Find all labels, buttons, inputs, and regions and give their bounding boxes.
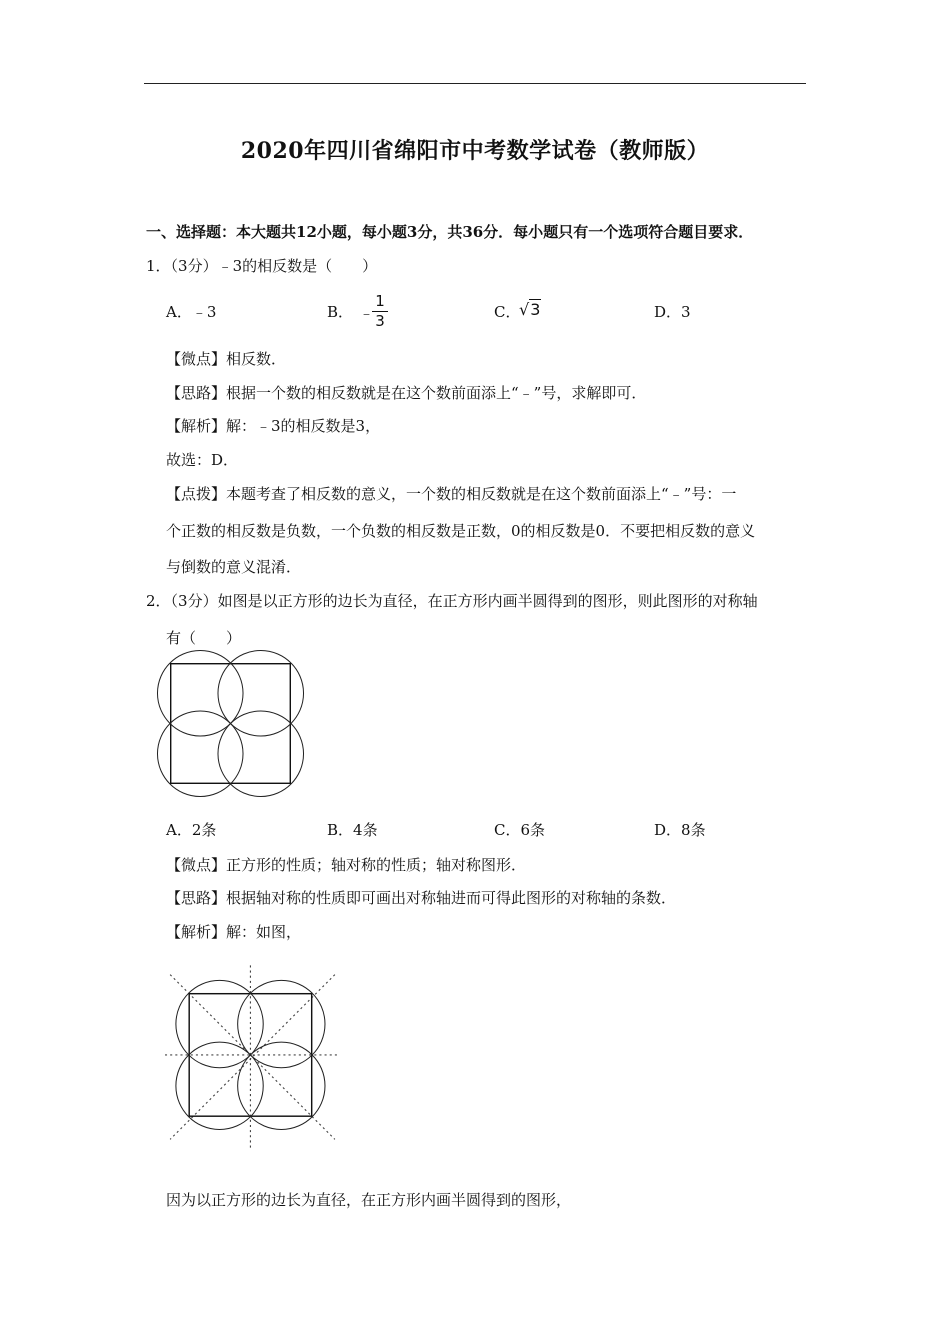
q2-option-d: D．8条: [654, 821, 706, 839]
q2-weidian: 【微点】正方形的性质；轴对称的性质；轴对称图形．: [166, 856, 527, 874]
q1-silu: 【思路】根据一个数的相反数就是在这个数前面添上“﹣”号，求解即可．: [166, 384, 647, 402]
q1-dianbo-line3: 与倒数的意义混淆．: [166, 558, 302, 576]
fraction-numerator: 1: [372, 293, 388, 312]
sqrt-radicand: 3: [530, 300, 541, 319]
q2-stem-line2: 有（ ）: [166, 629, 242, 647]
q1-answer: 故选：D．: [166, 451, 239, 469]
q1-option-c-sqrt: [519, 300, 541, 319]
q2-jiexi: 【解析】解：如图，: [166, 923, 302, 941]
q1-option-a: A．﹣3: [166, 303, 217, 321]
q2-option-b: B．4条: [327, 821, 378, 839]
q1-jiexi: 【解析】解：﹣3的相反数是3，: [166, 417, 381, 435]
q2-silu: 【思路】根据轴对称的性质即可画出对称轴进而可得此图形的对称轴的条数．: [166, 889, 677, 907]
q2-explanation: 因为以正方形的边长为直径，在正方形内画半圆得到的图形，: [166, 1191, 572, 1209]
q1-option-b-fraction: [372, 293, 388, 330]
fraction-denominator: 3: [375, 312, 385, 330]
q1-weidian: 【微点】相反数．: [166, 350, 287, 368]
q1-stem: 1．（3分）﹣3的相反数是（ ）: [146, 257, 378, 275]
q2-option-c: C．6条: [494, 821, 546, 839]
q1-option-b-label: B．: [327, 303, 354, 321]
page-title: 2020年四川省绵阳市中考数学试卷（教师版）: [240, 138, 710, 164]
q1-dianbo-line1: 【点拨】本题考查了相反数的意义，一个数的相反数就是在这个数前面添上“﹣”号：一: [166, 485, 737, 503]
q1-option-d: D．3: [654, 303, 691, 321]
section-heading: 一、选择题：本大题共12小题，每小题3分，共36分．每小题只有一个选项符合题目要求．: [146, 223, 754, 241]
q1-option-c-label: C．: [494, 303, 521, 321]
q2-figure: [170, 663, 291, 784]
sqrt-sign: √: [519, 300, 530, 319]
q1-dianbo-line2: 个正数的相反数是负数，一个负数的相反数是正数，0的相反数是0．不要把相反数的意义: [166, 522, 756, 540]
q2-option-a: A．2条: [166, 821, 217, 839]
q1-option-b-sign: ﹣: [359, 304, 375, 322]
header-rule: [144, 83, 806, 84]
q2-solution-figure: [165, 962, 340, 1152]
q2-stem-line1: 2．（3分）如图是以正方形的边长为直径，在正方形内画半圆得到的图形，则此图形的对称轴: [146, 592, 758, 610]
